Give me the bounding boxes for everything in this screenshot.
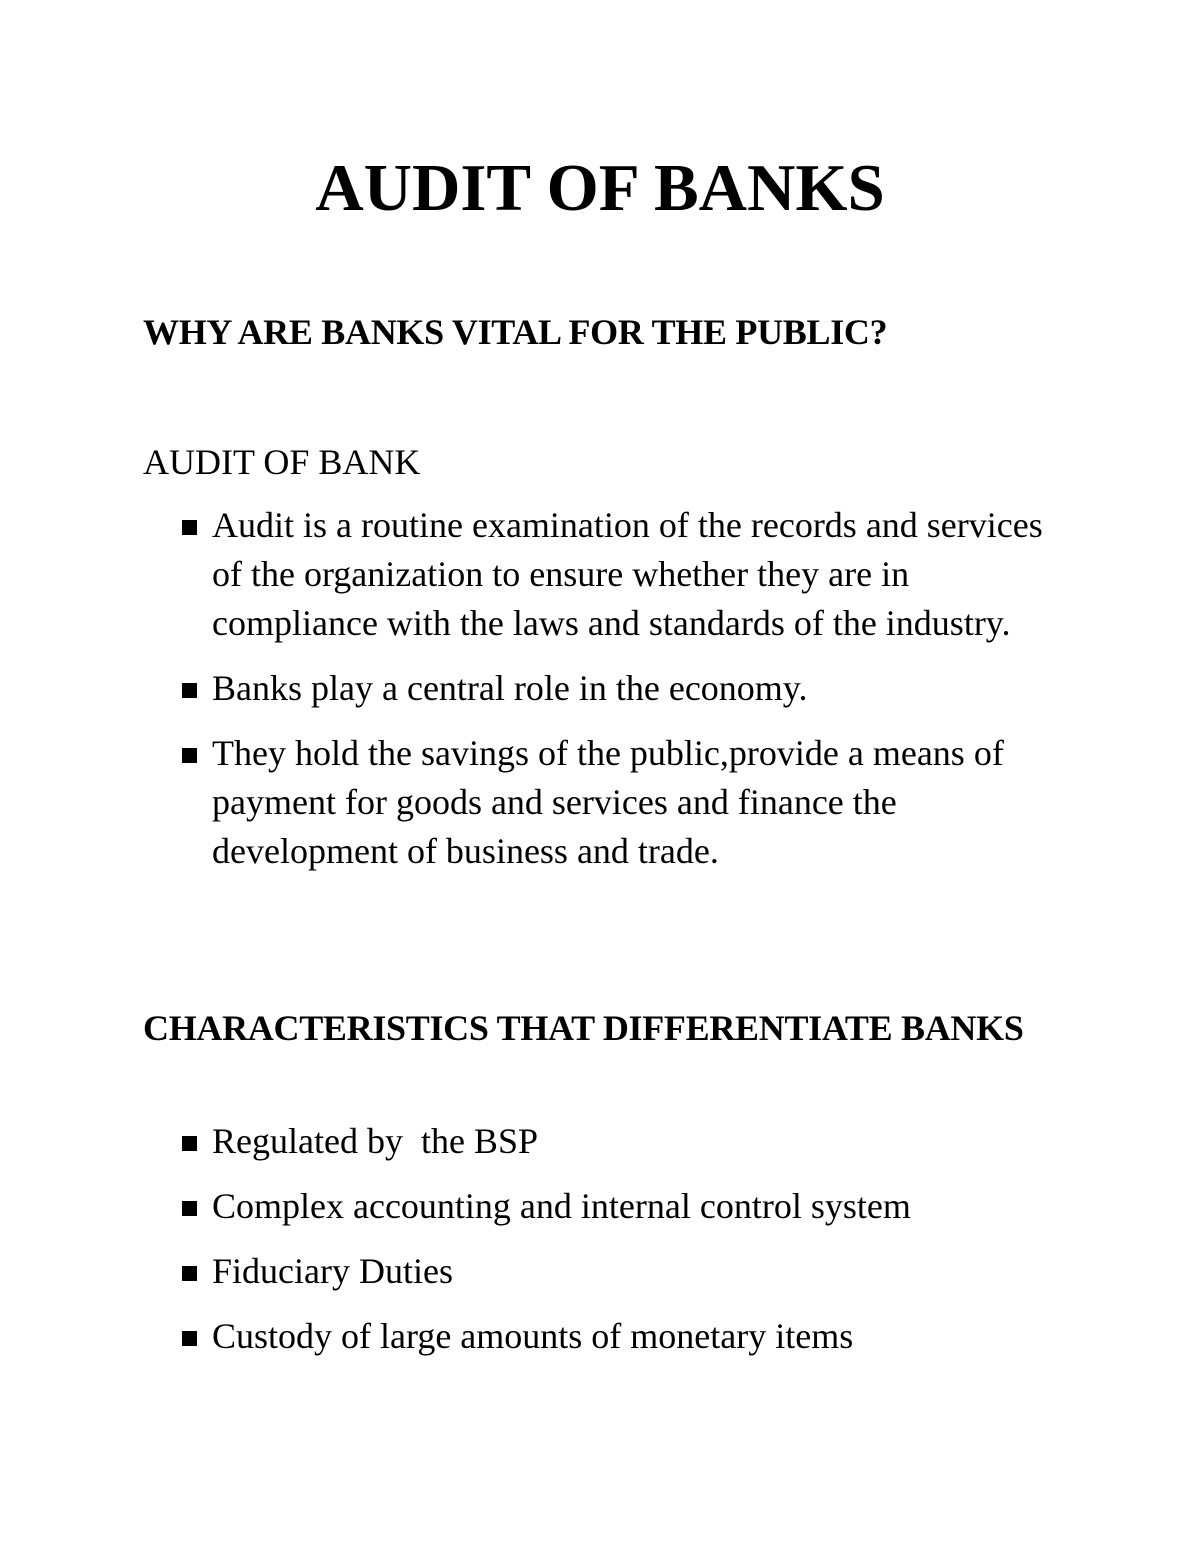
- section-heading-characteristics: CHARACTERISTICS THAT DIFFERENTIATE BANKS: [143, 1008, 1024, 1048]
- square-bullet-icon: [182, 1136, 197, 1151]
- list-item-text: Regulated by the BSP: [212, 1121, 538, 1161]
- square-bullet-icon: [182, 520, 197, 535]
- document-title: AUDIT OF BANKS: [315, 151, 885, 225]
- section-heading-why-banks-vital: WHY ARE BANKS VITAL FOR THE PUBLIC?: [143, 312, 888, 352]
- list-item: [180, 729, 1060, 876]
- list-item: [180, 1182, 1060, 1231]
- square-bullet-icon: [182, 1266, 197, 1281]
- square-bullet-icon: [182, 683, 197, 698]
- list-item-text: Fiduciary Duties: [212, 1251, 453, 1291]
- list-item-text: They hold the savings of the public,provide a means of payment for goods and services and finance the development of business and trade.: [212, 733, 1004, 871]
- audit-bullet-list: [180, 501, 1060, 892]
- characteristics-bullet-list: [180, 1117, 1060, 1377]
- list-item: [180, 664, 1060, 713]
- list-item: [180, 1312, 1060, 1361]
- list-item-text: Audit is a routine examination of the records and services of the organization to ensure whether they are in compliance with the laws and standards of the industry.: [212, 505, 1043, 643]
- list-item-text: Banks play a central role in the economy.: [212, 668, 808, 708]
- list-item-text: Complex accounting and internal control system: [212, 1186, 911, 1226]
- list-item: [180, 1247, 1060, 1296]
- square-bullet-icon: [182, 1201, 197, 1216]
- subheading-audit-of-bank: AUDIT OF BANK: [143, 442, 421, 482]
- square-bullet-icon: [182, 748, 197, 763]
- list-item: [180, 1117, 1060, 1166]
- list-item-text: Custody of large amounts of monetary items: [212, 1316, 854, 1356]
- list-item: [180, 501, 1060, 648]
- square-bullet-icon: [182, 1331, 197, 1346]
